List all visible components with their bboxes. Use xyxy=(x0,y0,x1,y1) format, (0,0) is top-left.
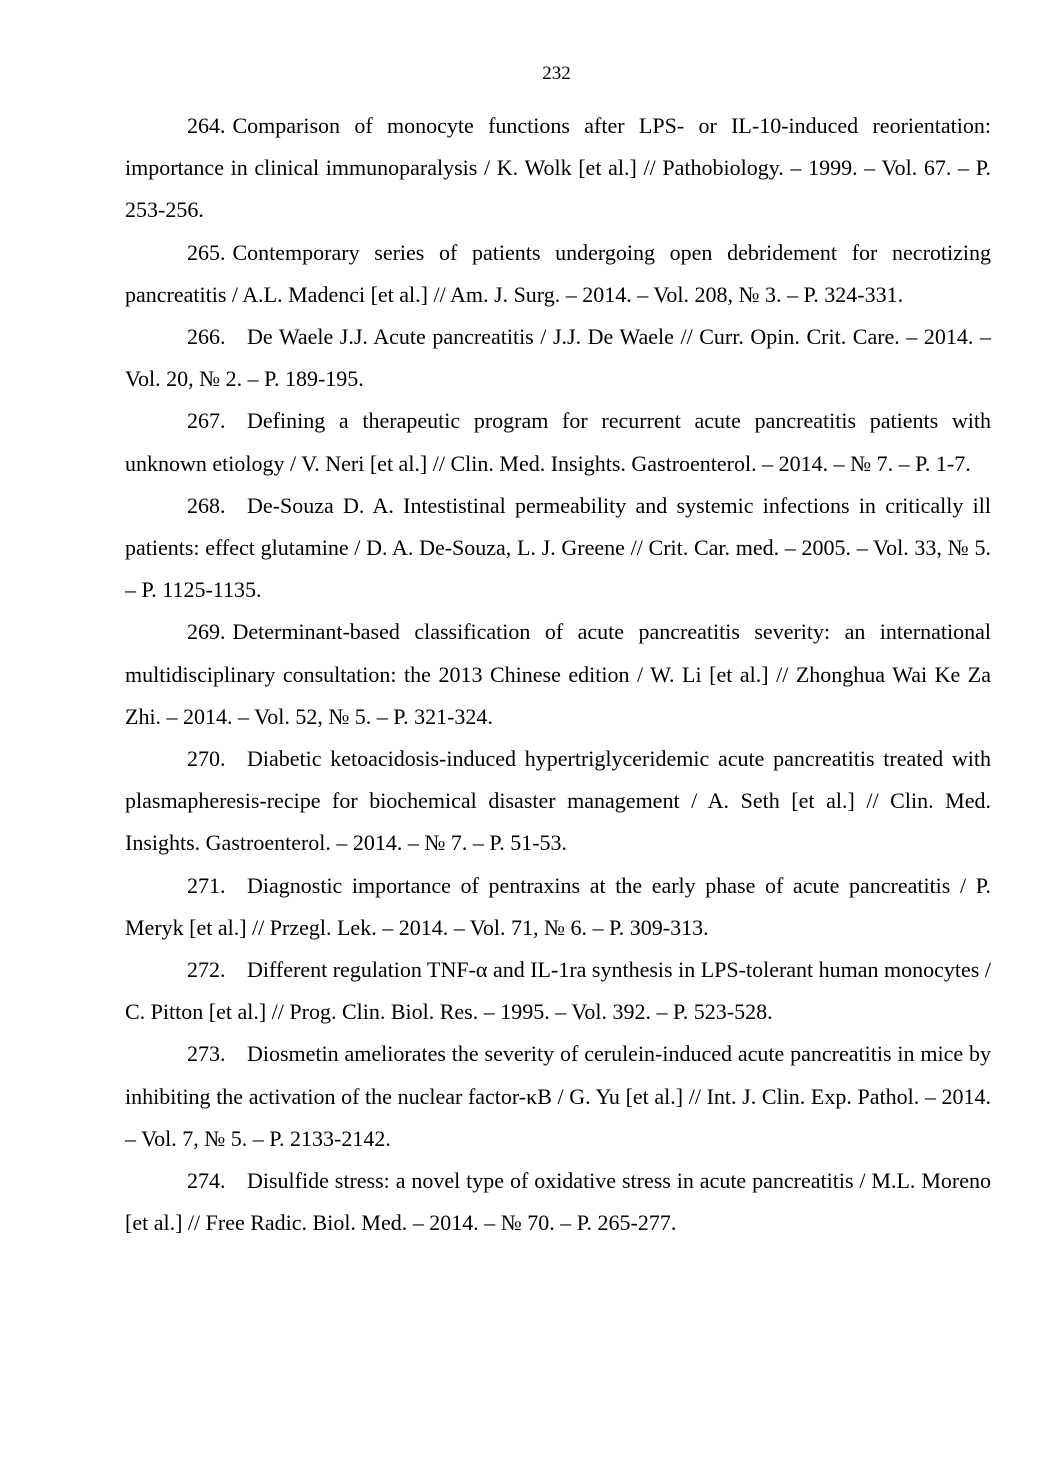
reference-text: Diosmetin ameliorates the severity of cerulein-induced acute pancreatitis in mice by inhibiting the activation of the nuclear factor-κB / G. Yu [et al.] // Int. J. Clin. Exp. Pathol. – 2014. – Vol. 7, № 5. – P. 2133-2142. xyxy=(125,1041,991,1151)
reference-number: 266. xyxy=(187,324,226,350)
reference-text: Different regulation TNF-α and IL-1ra synthesis in LPS-tolerant human monocytes / C. Pitton [et al.] // Prog. Clin. Biol. Res. – 1995. – Vol. 392. – P. 523-528. xyxy=(125,957,991,1025)
reference-number: 264. xyxy=(187,113,226,138)
reference-number: 270. xyxy=(187,746,226,772)
reference-number: 269. xyxy=(187,619,226,645)
reference-number: 271. xyxy=(187,872,226,898)
reference-number: 267. xyxy=(187,408,226,434)
reference-item xyxy=(125,105,991,232)
reference-number: 265. xyxy=(187,239,226,265)
reference-item xyxy=(125,232,991,316)
reference-number: 268. xyxy=(187,492,226,518)
reference-text: Diagnostic importance of pentraxins at the early phase of acute pancreatitis / P. Meryk [et al.] // Przegl. Lek. – 2014. – Vol. 71, № 6. – P. 309-313. xyxy=(125,872,991,940)
reference-item xyxy=(125,316,991,400)
reference-item xyxy=(125,485,991,612)
reference-text: Disulfide stress: a novel type of oxidative stress in acute pancreatitis / M.L. Moreno [et al.] // Free Radic. Biol. Med. – 2014. – № 70. – P. 265-277. xyxy=(125,1168,991,1236)
reference-item xyxy=(125,738,991,865)
reference-text: De Waele J.J. Acute pancreatitis / J.J. De Waele // Curr. Opin. Crit. Care. – 2014. – Vol. 20, № 2. – P. 189-195. xyxy=(125,324,991,392)
reference-text: Determinant-based classification of acute pancreatitis severity: an international multidisciplinary consultation: the 2013 Chinese edition / W. Li [et al.] // Zhonghua Wai Ke Za Zhi. – 2014. – Vol. 52, № 5. – P. 321-324. xyxy=(125,619,991,729)
reference-text: Comparison of monocyte functions after LPS- or IL-10-induced reorientation: importance in clinical immunoparalysis / K. Wolk [et al.] // Pathobiology. – 1999. – Vol. 67. – P. 253-256. xyxy=(125,113,991,223)
reference-number: 274. xyxy=(187,1168,226,1194)
reference-item xyxy=(125,611,991,738)
reference-text: De-Souza D. A. Intestistinal permeability and systemic infections in critically ill patients: effect glutamine / D. A. De-Souza, L. J. Greene // Crit. Car. med. – 2005. – Vol. 33, № 5. – P. 1125-1135. xyxy=(125,492,991,603)
reference-item xyxy=(125,400,991,484)
reference-item xyxy=(125,865,991,949)
reference-number: 272. xyxy=(187,957,226,983)
reference-item xyxy=(125,949,991,1033)
reference-text: Diabetic ketoacidosis-induced hypertriglyceridemic acute pancreatitis treated with plasmapheresis-recipe for biochemical disaster management / A. Seth [et al.] // Clin. Med. Insights. Gastroenterol. – 2014. – № 7. – P. 51-53. xyxy=(125,746,991,856)
reference-number: 273. xyxy=(187,1041,226,1067)
reference-item xyxy=(125,1033,991,1160)
reference-list xyxy=(125,105,991,1244)
reference-item xyxy=(125,1160,991,1244)
reference-text: Contemporary series of patients undergoing open debridement for necrotizing pancreatitis / A.L. Madenci [et al.] // Am. J. Surg. – 2014. – Vol. 208, № 3. – P. 324-331. xyxy=(125,239,991,307)
reference-text: Defining a therapeutic program for recurrent acute pancreatitis patients with unknown etiology / V. Neri [et al.] // Clin. Med. Insights. Gastroenterol. – 2014. – № 7. – P. 1-7. xyxy=(125,408,991,476)
page-number: 232 xyxy=(542,63,571,84)
